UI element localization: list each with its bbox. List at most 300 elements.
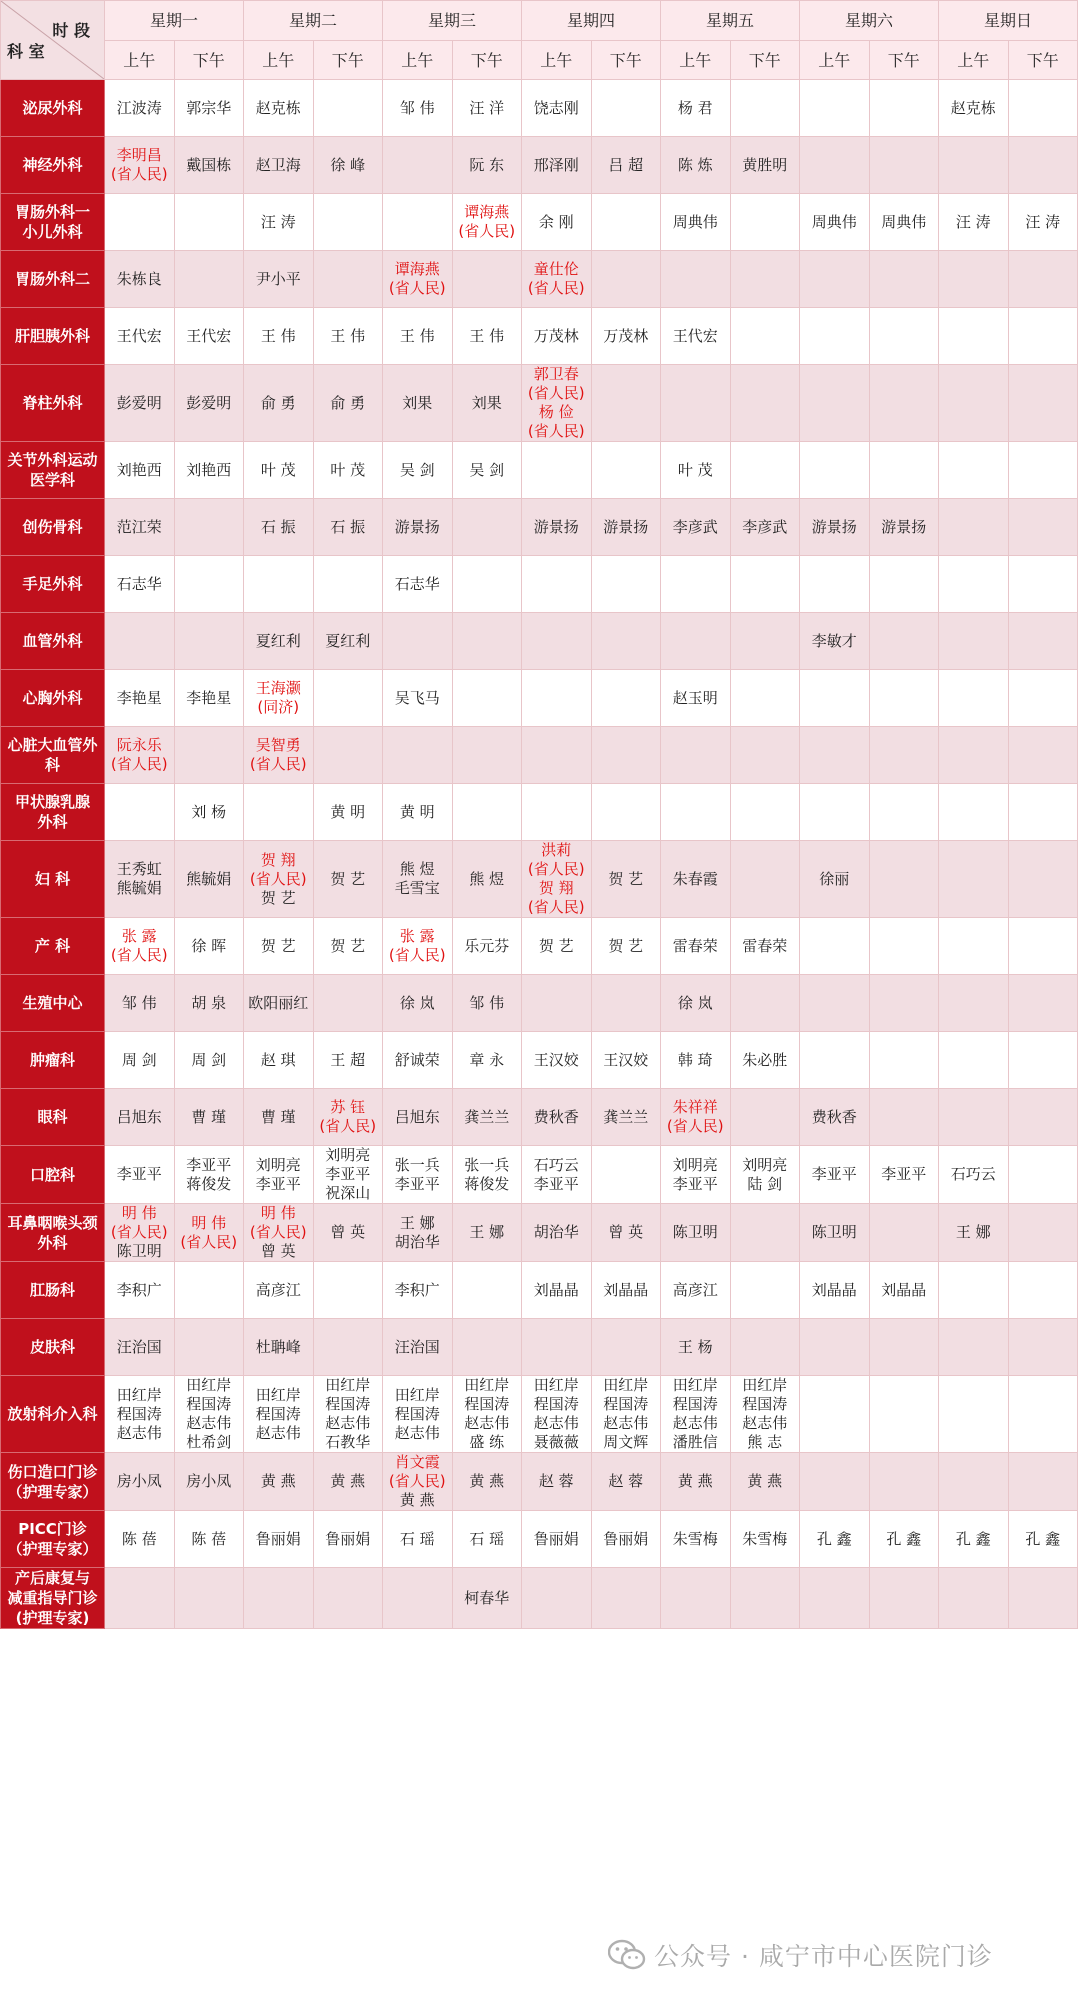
doctor-cell xyxy=(105,918,175,975)
doctor-cell xyxy=(522,1511,592,1568)
doctor-cell xyxy=(800,784,870,841)
doctor-name: 孔 鑫 xyxy=(955,1529,991,1548)
doctor-cell xyxy=(174,670,244,727)
doctor-cell xyxy=(730,918,800,975)
header-morning: 上午 xyxy=(800,41,870,80)
doctor-cell xyxy=(244,841,314,918)
doctor-name: 徐丽 xyxy=(819,869,850,888)
doctor-name: 朱必胜 xyxy=(742,1050,788,1069)
doctor-cell xyxy=(661,442,731,499)
doctor-cell xyxy=(174,613,244,670)
doctor-name: 吴飞马 xyxy=(394,688,440,707)
doctor-name: 吴 剑 xyxy=(469,460,505,479)
doctor-cell xyxy=(244,1453,314,1511)
doctor-cell xyxy=(800,670,870,727)
external-hospital-note: (省人民) xyxy=(110,165,168,183)
doctor-name: 彭爱明 xyxy=(186,393,232,412)
doctor-cell xyxy=(383,1376,453,1453)
doctor-cell xyxy=(730,1032,800,1089)
doctor-cell xyxy=(452,613,522,670)
doctor-cell xyxy=(313,1204,383,1262)
doctor-cell xyxy=(244,365,314,442)
doctor-name: 舒诚荣 xyxy=(394,1050,440,1069)
doctor-cell xyxy=(730,1089,800,1146)
doctor-cell xyxy=(730,251,800,308)
doctor-name: 黄 燕 xyxy=(747,1472,783,1490)
doctor-cell xyxy=(869,1146,939,1204)
external-hospital-note: (省人民) xyxy=(527,860,585,878)
doctor-name: 刘果 xyxy=(402,393,433,412)
doctor-cell xyxy=(522,1204,592,1262)
doctor-name: 余 刚 xyxy=(538,212,574,231)
doctor-cell xyxy=(383,442,453,499)
doctor-name: 徐 峰 xyxy=(330,155,366,174)
doctor-cell xyxy=(105,1376,175,1453)
doctor-cell xyxy=(313,556,383,613)
doctor-cell xyxy=(1008,251,1078,308)
doctor-name: 胡 泉 xyxy=(191,993,227,1012)
doctor-name: 程国涛 xyxy=(394,1404,440,1423)
doctor-cell xyxy=(383,1568,453,1629)
doctor-cell xyxy=(383,727,453,784)
doctor-name: 胡治华 xyxy=(394,1232,440,1251)
doctor-name: 刘晶晶 xyxy=(881,1280,927,1299)
doctor-name: 赵志伟 xyxy=(325,1414,371,1432)
doctor-cell xyxy=(105,1204,175,1262)
doctor-name: 饶志刚 xyxy=(533,98,579,117)
doctor-cell xyxy=(661,670,731,727)
doctor-name: 高彦江 xyxy=(672,1280,718,1299)
doctor-cell xyxy=(591,841,661,918)
doctor-cell xyxy=(313,1146,383,1204)
schedule-body xyxy=(1,80,1078,1629)
doctor-name: 王 超 xyxy=(330,1050,366,1069)
doctor-cell xyxy=(1008,194,1078,251)
schedule-row xyxy=(1,1262,1078,1319)
doctor-name: 蒋俊发 xyxy=(464,1174,510,1193)
doctor-name: 李积广 xyxy=(116,1280,162,1299)
doctor-name: 程国涛 xyxy=(464,1395,510,1413)
external-hospital-note: (省人民) xyxy=(527,384,585,402)
doctor-name: 王秀虹 xyxy=(116,860,162,878)
doctor-cell xyxy=(939,918,1009,975)
doctor-cell xyxy=(522,1089,592,1146)
department-name: 手足外科 xyxy=(1,556,105,613)
doctor-cell xyxy=(105,975,175,1032)
doctor-cell xyxy=(383,918,453,975)
header-afternoon: 下午 xyxy=(869,41,939,80)
doctor-cell xyxy=(591,1453,661,1511)
doctor-cell xyxy=(383,1262,453,1319)
doctor-cell xyxy=(939,499,1009,556)
doctor-cell xyxy=(313,727,383,784)
doctor-cell xyxy=(244,975,314,1032)
doctor-name: 熊毓娟 xyxy=(186,869,232,888)
doctor-cell xyxy=(939,556,1009,613)
doctor-cell xyxy=(869,137,939,194)
doctor-cell xyxy=(939,975,1009,1032)
schedule-row xyxy=(1,975,1078,1032)
doctor-cell xyxy=(174,1262,244,1319)
doctor-name: 田红岸 xyxy=(394,1385,440,1404)
doctor-name: 朱雪梅 xyxy=(742,1529,788,1548)
doctor-cell xyxy=(452,251,522,308)
schedule-row xyxy=(1,1319,1078,1376)
doctor-cell xyxy=(452,556,522,613)
doctor-cell xyxy=(1008,1032,1078,1089)
doctor-cell xyxy=(452,137,522,194)
doctor-cell xyxy=(383,365,453,442)
doctor-cell xyxy=(800,613,870,670)
doctor-name: 熊毓娟 xyxy=(116,879,162,897)
doctor-name: 朱春霞 xyxy=(672,869,718,888)
doctor-name: 程国涛 xyxy=(325,1395,371,1413)
doctor-name: 柯春华 xyxy=(464,1588,510,1607)
doctor-name: 刘明亮 xyxy=(742,1155,788,1174)
doctor-name: 刘晶晶 xyxy=(603,1280,649,1299)
doctor-name: 阮永乐 xyxy=(116,736,162,754)
doctor-name: 刘艳西 xyxy=(186,460,232,479)
doctor-cell xyxy=(174,727,244,784)
doctor-cell xyxy=(383,556,453,613)
doctor-cell xyxy=(661,1511,731,1568)
doctor-cell xyxy=(869,442,939,499)
schedule-row xyxy=(1,613,1078,670)
doctor-name: 费秋香 xyxy=(811,1107,857,1126)
doctor-cell xyxy=(313,442,383,499)
doctor-cell xyxy=(105,1319,175,1376)
doctor-cell xyxy=(869,613,939,670)
schedule-row xyxy=(1,499,1078,556)
doctor-cell xyxy=(591,727,661,784)
doctor-cell xyxy=(522,613,592,670)
header-afternoon: 下午 xyxy=(1008,41,1078,80)
header-afternoon: 下午 xyxy=(174,41,244,80)
header-morning: 上午 xyxy=(939,41,1009,80)
doctor-cell xyxy=(1008,670,1078,727)
doctor-cell xyxy=(800,1204,870,1262)
doctor-cell xyxy=(869,1453,939,1511)
doctor-cell xyxy=(939,1511,1009,1568)
doctor-name: 陈 蓓 xyxy=(121,1529,157,1548)
external-hospital-note: (省人民) xyxy=(666,1117,724,1135)
doctor-cell xyxy=(244,918,314,975)
doctor-cell xyxy=(591,918,661,975)
doctor-cell xyxy=(452,1453,522,1511)
doctor-name: 黄 燕 xyxy=(677,1472,713,1490)
doctor-name: 石志华 xyxy=(394,574,440,593)
doctor-name: 乐元芬 xyxy=(464,936,510,955)
doctor-cell xyxy=(313,1511,383,1568)
doctor-name: 杨 俭 xyxy=(538,403,574,421)
doctor-name: 黄 燕 xyxy=(469,1472,505,1490)
doctor-name: 赵 琪 xyxy=(260,1050,296,1069)
doctor-cell xyxy=(383,1204,453,1262)
doctor-name: 欧阳丽红 xyxy=(248,993,309,1012)
doctor-cell xyxy=(383,1319,453,1376)
doctor-cell xyxy=(869,1568,939,1629)
schedule-row xyxy=(1,1568,1078,1629)
doctor-name: 朱雪梅 xyxy=(672,1529,718,1548)
doctor-name: 孔 鑫 xyxy=(886,1529,922,1548)
doctor-name: 贺 翔 xyxy=(538,879,574,897)
doctor-name: 朱栋良 xyxy=(116,269,162,288)
doctor-name: 赵志伟 xyxy=(464,1414,510,1432)
doctor-cell xyxy=(244,1146,314,1204)
doctor-cell xyxy=(105,442,175,499)
doctor-cell xyxy=(730,841,800,918)
doctor-cell xyxy=(174,251,244,308)
doctor-cell xyxy=(591,365,661,442)
doctor-cell xyxy=(1008,841,1078,918)
department-name: 神经外科 xyxy=(1,137,105,194)
corner-diagonal xyxy=(1,1,104,79)
header-morning: 上午 xyxy=(661,41,731,80)
doctor-cell xyxy=(730,499,800,556)
doctor-cell xyxy=(105,613,175,670)
doctor-cell xyxy=(522,1376,592,1453)
doctor-cell xyxy=(522,975,592,1032)
doctor-name: 吕 超 xyxy=(608,155,644,174)
doctor-cell xyxy=(383,1511,453,1568)
doctor-cell xyxy=(522,499,592,556)
doctor-cell xyxy=(730,1204,800,1262)
doctor-cell xyxy=(730,613,800,670)
doctor-cell xyxy=(174,194,244,251)
doctor-name: 贺 艺 xyxy=(330,936,366,955)
doctor-cell xyxy=(383,1032,453,1089)
doctor-cell xyxy=(661,727,731,784)
doctor-cell xyxy=(174,975,244,1032)
department-name: 眼科 xyxy=(1,1089,105,1146)
doctor-cell xyxy=(661,1262,731,1319)
header-day: 星期一 xyxy=(105,1,244,41)
doctor-cell xyxy=(800,308,870,365)
doctor-cell xyxy=(452,1376,522,1453)
doctor-cell xyxy=(452,1568,522,1629)
doctor-cell xyxy=(383,1146,453,1204)
doctor-cell xyxy=(869,308,939,365)
doctor-cell xyxy=(522,442,592,499)
doctor-cell xyxy=(730,137,800,194)
department-name: 胃肠外科一 小儿外科 xyxy=(1,194,105,251)
doctor-name: 孔 鑫 xyxy=(816,1529,852,1548)
doctor-cell xyxy=(939,1568,1009,1629)
doctor-cell xyxy=(800,365,870,442)
doctor-cell xyxy=(1008,1204,1078,1262)
doctor-name: 程国涛 xyxy=(186,1395,232,1413)
doctor-name: 田红岸 xyxy=(255,1385,301,1404)
doctor-cell xyxy=(313,1262,383,1319)
doctor-cell xyxy=(1008,308,1078,365)
doctor-name: 洪莉 xyxy=(541,841,572,859)
doctor-name: 石 振 xyxy=(260,517,296,536)
doctor-name: 毛雪宝 xyxy=(394,879,440,897)
doctor-cell xyxy=(244,670,314,727)
doctor-cell xyxy=(661,1204,731,1262)
external-hospital-note: (省人民) xyxy=(249,755,307,773)
doctor-cell xyxy=(800,918,870,975)
doctor-name: 韩 琦 xyxy=(677,1050,713,1069)
doctor-name: 蒋俊发 xyxy=(186,1174,232,1193)
doctor-cell xyxy=(174,1319,244,1376)
doctor-cell xyxy=(313,1453,383,1511)
doctor-name: 叶 茂 xyxy=(260,460,296,479)
doctor-name: 龚兰兰 xyxy=(603,1107,649,1126)
doctor-name: 鲁丽娟 xyxy=(533,1529,579,1548)
doctor-cell xyxy=(174,1089,244,1146)
doctor-name: 周典伟 xyxy=(672,212,718,231)
doctor-cell xyxy=(452,499,522,556)
schedule-row xyxy=(1,251,1078,308)
department-name: 妇 科 xyxy=(1,841,105,918)
doctor-cell xyxy=(661,499,731,556)
doctor-name: 李亚平 xyxy=(394,1174,440,1193)
doctor-name: 陈卫明 xyxy=(811,1223,857,1241)
doctor-cell xyxy=(800,556,870,613)
doctor-name: 李亚平 xyxy=(672,1174,718,1193)
doctor-name: 张 露 xyxy=(399,927,435,945)
doctor-cell xyxy=(174,784,244,841)
doctor-name: 游景扬 xyxy=(533,517,579,536)
doctor-name: 张一兵 xyxy=(464,1155,510,1174)
doctor-cell xyxy=(661,308,731,365)
doctor-cell xyxy=(1008,1453,1078,1511)
department-name: 耳鼻咽喉头颈 外科 xyxy=(1,1204,105,1262)
doctor-cell xyxy=(105,194,175,251)
doctor-name: 曾 英 xyxy=(330,1223,366,1241)
external-hospital-note: (省人民) xyxy=(527,898,585,916)
doctor-name: 赵志伟 xyxy=(603,1414,649,1432)
department-name: 关节外科运动 医学科 xyxy=(1,442,105,499)
doctor-name: 盛 练 xyxy=(469,1433,505,1451)
doctor-name: 李亚平 xyxy=(325,1165,371,1183)
doctor-cell xyxy=(244,1319,314,1376)
doctor-name: 汪治国 xyxy=(116,1337,162,1356)
doctor-cell xyxy=(591,975,661,1032)
doctor-name: 鲁丽娟 xyxy=(603,1529,649,1548)
doctor-cell xyxy=(869,251,939,308)
doctor-name: 石志华 xyxy=(116,574,162,593)
doctor-cell xyxy=(244,1089,314,1146)
external-hospital-note: (省人民) xyxy=(249,869,307,888)
doctor-name: 戴国栋 xyxy=(186,155,232,174)
doctor-cell xyxy=(105,670,175,727)
doctor-name: 邹 伟 xyxy=(121,993,157,1012)
doctor-name: 胡治华 xyxy=(533,1223,579,1241)
doctor-cell xyxy=(383,975,453,1032)
external-hospital-note: (省人民) xyxy=(180,1232,238,1251)
doctor-cell xyxy=(730,308,800,365)
doctor-cell xyxy=(800,1032,870,1089)
doctor-cell xyxy=(313,841,383,918)
watermark xyxy=(608,1937,993,1973)
doctor-cell xyxy=(105,1511,175,1568)
doctor-name: 祝深山 xyxy=(325,1184,371,1202)
doctor-cell xyxy=(939,1262,1009,1319)
doctor-name: 游景扬 xyxy=(603,517,649,536)
doctor-name: 赵志伟 xyxy=(116,1423,162,1442)
department-name: 泌尿外科 xyxy=(1,80,105,137)
doctor-cell xyxy=(244,251,314,308)
doctor-name: 赵卫海 xyxy=(255,155,301,174)
doctor-cell xyxy=(244,1568,314,1629)
doctor-cell xyxy=(939,251,1009,308)
doctor-name: 石教华 xyxy=(325,1433,371,1451)
doctor-cell xyxy=(869,1204,939,1262)
doctor-name: 吴智勇 xyxy=(255,736,301,754)
doctor-cell xyxy=(313,1032,383,1089)
department-name: 胃肠外科二 xyxy=(1,251,105,308)
doctor-cell xyxy=(730,194,800,251)
schedule-row xyxy=(1,1089,1078,1146)
doctor-cell xyxy=(661,1568,731,1629)
doctor-cell xyxy=(661,194,731,251)
doctor-cell xyxy=(105,308,175,365)
doctor-cell xyxy=(383,137,453,194)
doctor-cell xyxy=(869,365,939,442)
doctor-name: 邹 伟 xyxy=(469,993,505,1012)
doctor-cell xyxy=(313,975,383,1032)
doctor-name: 谭海燕 xyxy=(464,203,510,221)
doctor-cell xyxy=(383,194,453,251)
doctor-cell xyxy=(452,784,522,841)
doctor-cell xyxy=(869,1262,939,1319)
doctor-name: 汪 涛 xyxy=(260,212,296,231)
doctor-name: 程国涛 xyxy=(116,1404,162,1423)
doctor-name: 熊 煜 xyxy=(469,869,505,888)
doctor-name: 肖文霞 xyxy=(394,1453,440,1471)
header-morning: 上午 xyxy=(105,41,175,80)
doctor-cell xyxy=(800,1146,870,1204)
doctor-name: 周典伟 xyxy=(811,212,857,231)
external-hospital-note: (省人民) xyxy=(527,279,585,297)
doctor-name: 雷春荣 xyxy=(742,936,788,955)
doctor-cell xyxy=(383,784,453,841)
doctor-cell xyxy=(591,251,661,308)
department-name: 创伤骨科 xyxy=(1,499,105,556)
doctor-name: 鲁丽娟 xyxy=(255,1529,301,1548)
doctor-cell xyxy=(800,1262,870,1319)
doctor-cell xyxy=(522,670,592,727)
doctor-name: 明 伟 xyxy=(121,1204,157,1222)
doctor-cell xyxy=(730,1568,800,1629)
doctor-cell xyxy=(383,80,453,137)
doctor-cell xyxy=(452,918,522,975)
doctor-name: 曹 瑾 xyxy=(191,1107,227,1126)
header-day: 星期三 xyxy=(383,1,522,41)
doctor-name: 熊 煜 xyxy=(399,860,435,878)
doctor-cell xyxy=(591,1146,661,1204)
doctor-cell xyxy=(522,194,592,251)
doctor-cell xyxy=(661,1319,731,1376)
doctor-name: 游景扬 xyxy=(811,517,857,536)
doctor-name: 曾 英 xyxy=(608,1223,644,1241)
doctor-cell xyxy=(244,137,314,194)
doctor-cell xyxy=(939,613,1009,670)
doctor-name: 王 伟 xyxy=(330,326,366,345)
doctor-cell xyxy=(1008,365,1078,442)
doctor-name: 江波涛 xyxy=(116,98,162,117)
doctor-cell xyxy=(313,613,383,670)
doctor-name: 刘明亮 xyxy=(255,1155,301,1174)
doctor-cell xyxy=(105,1089,175,1146)
department-name: 肛肠科 xyxy=(1,1262,105,1319)
doctor-name: 夏红利 xyxy=(325,631,371,650)
doctor-cell xyxy=(591,1204,661,1262)
doctor-name: 周文辉 xyxy=(603,1433,649,1451)
department-name: 甲状腺乳腺 外科 xyxy=(1,784,105,841)
